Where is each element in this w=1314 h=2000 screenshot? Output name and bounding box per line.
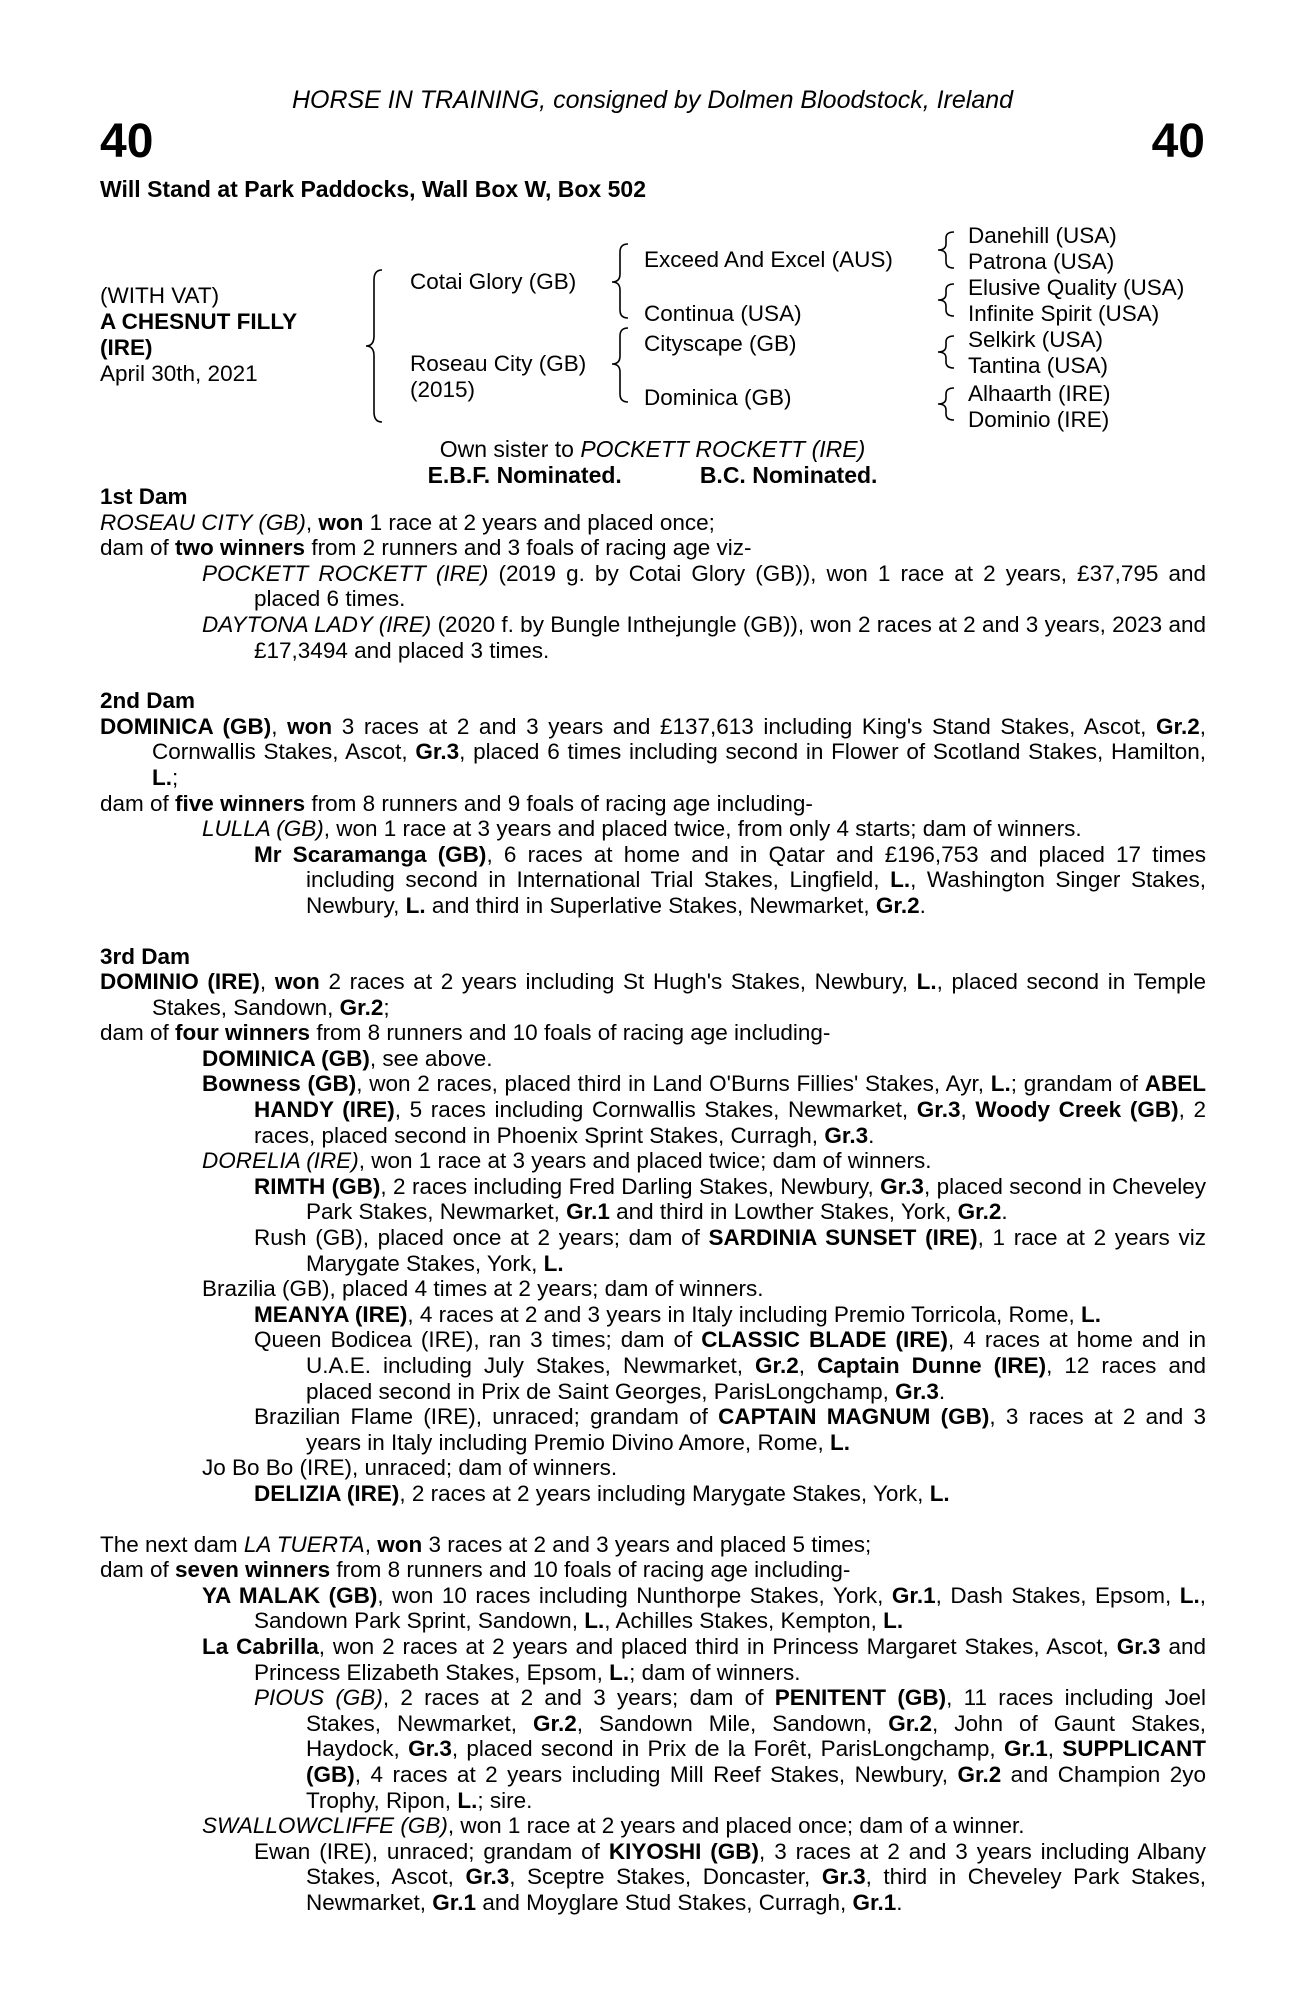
nextdam-record: The next dam LA TUERTA, won 3 races at 2 and 3 years and placed 5 times; xyxy=(100,1531,872,1557)
lot-number-left: 40 xyxy=(100,115,154,168)
nextdam-produce-3: SWALLOWCLIFFE (GB), won 1 race at 2 years and placed once; dam of a winner. xyxy=(202,1813,1025,1839)
sister-prefix: Own sister to xyxy=(439,436,581,462)
catalogue-text xyxy=(100,484,1206,1915)
nextdam-produce-summary: dam of seven winners from 8 runners and 10 foals of racing age including- xyxy=(100,1557,851,1583)
dam3-record: DOMINIO (IRE), won 2 races at 2 years including St Hugh's Stakes, Newbury, L., placed second in Temple Stakes, Sandown, Gr.2; xyxy=(100,969,1206,1020)
dam3-grandproduce-4: Queen Bodicea (IRE), ran 3 times; dam of CLASSIC BLADE (IRE), 4 races at home and in U.A.E. including July Stakes, Newmarket, Gr.2, Captain Dunne (IRE), 12 races and placed second in Prix de Saint Georges, ParisLongchamp, Gr.3. xyxy=(254,1327,1206,1404)
gen3-ddd: Dominio (IRE) xyxy=(968,407,1110,432)
dam2-produce-1: LULLA (GB), won 1 race at 3 years and placed twice, from only 4 starts; dam of winners. xyxy=(202,816,1082,842)
dam2-grandproduce-1: Mr Scaramanga (GB), 6 races at home and in Qatar and £196,753 and placed 17 times including second in International Trial Stakes, Lingfield, L., Washington Singer Stakes, Newbury, L. and third in Superlative Stakes, Newmarket, Gr.2. xyxy=(254,841,1207,918)
sire-sire: Exceed And Excel (AUS) xyxy=(644,247,893,272)
lot-number-right: 40 xyxy=(1151,115,1205,168)
gen3-ssd: Patrona (USA) xyxy=(968,249,1115,274)
dam3-grandproduce-6: DELIZIA (IRE), 2 races at 2 years including Marygate Stakes, York, L. xyxy=(254,1480,950,1506)
lot-notes xyxy=(100,436,1205,488)
dam1-produce-2: DAYTONA LADY (IRE) (2020 f. by Bungle Inthejungle (GB)), won 2 races at 2 and 3 years, 2023 and £17,3494 and placed 3 times. xyxy=(202,611,1206,663)
dam3-grandproduce-2: Rush (GB), placed once at 2 years; dam of SARDINIA SUNSET (IRE), 1 race at 2 years viz Marygate Stakes, York, L. xyxy=(254,1225,1206,1276)
dam2-record: DOMINICA (GB), won 3 races at 2 and 3 years and £137,613 including King's Stand Stakes, Ascot, Gr.2, Cornwallis Stakes, Ascot, Gr.3, placed 6 times including second in Flower of Scotland Stakes, Hamilton, L.; xyxy=(100,713,1206,790)
gen3-sss: Danehill (USA) xyxy=(968,223,1117,248)
nextdam-grandproduce-1: PIOUS (GB), 2 races at 2 and 3 years; dam of PENITENT (GB), 11 races including Joel Stakes, Newmarket, Gr.2, Sandown Mile, Sandown, Gr.2, John of Gaunt Stakes, Haydock, Gr.3, placed second in Prix de la Forêt, ParisLongchamp, Gr.1, SUPPLICANT (GB), 4 races at 2 years including Mill Reef Stakes, Newbury, Gr.2 and Champion 2yo Trophy, Ripon, L.; sire. xyxy=(254,1685,1206,1813)
dam1-heading: 1st Dam xyxy=(100,484,188,509)
gen3-dds: Alhaarth (IRE) xyxy=(968,381,1111,406)
sire: Cotai Glory (GB) xyxy=(410,269,577,294)
dam3-produce-3: DORELIA (IRE), won 1 race at 3 years and placed twice; dam of winners. xyxy=(202,1148,932,1174)
sister-note xyxy=(100,436,1205,462)
ebf-nominated: E.B.F. Nominated. xyxy=(427,462,622,488)
dam-dam: Dominica (GB) xyxy=(644,385,792,410)
dam2-produce-summary: dam of five winners from 8 runners and 9 foals of racing age including- xyxy=(100,790,813,816)
dam3-grandproduce-5: Brazilian Flame (IRE), unraced; grandam of CAPTAIN MAGNUM (GB), 3 races at 2 and 3 years in Italy including Premio Divino Amore, Rome, L. xyxy=(254,1404,1206,1455)
dam3-grandproduce-1: RIMTH (GB), 2 races including Fred Darling Stakes, Newbury, Gr.3, placed second in Cheveley Park Stakes, Newmarket, Gr.1 and third in Lowther Stakes, York, Gr.2. xyxy=(254,1173,1206,1225)
dam3-grandproduce-3: MEANYA (IRE), 4 races at 2 and 3 years in Italy including Premio Torricola, Rome, L. xyxy=(254,1301,1102,1327)
lot-name-line1: A CHESNUT FILLY xyxy=(100,309,298,334)
stand-location: Will Stand at Park Paddocks, Wall Box W, Box 502 xyxy=(100,176,646,202)
sire-dam: Continua (USA) xyxy=(644,301,802,326)
dam3-produce-5: Jo Bo Bo (IRE), unraced; dam of winners. xyxy=(202,1455,618,1481)
dam1-name: ROSEAU CITY (GB) xyxy=(100,509,306,535)
dam2-heading: 2nd Dam xyxy=(100,688,196,714)
gen3-dsd: Tantina (USA) xyxy=(968,353,1109,378)
dam-year: (2015) xyxy=(410,377,476,402)
dam-sire: Cityscape (GB) xyxy=(644,331,797,356)
dam: Roseau City (GB) xyxy=(410,351,587,376)
dam1-produce-1: POCKETT ROCKETT (IRE) (2019 g. by Cotai Glory (GB)), won 1 race at 2 years, £37,795 and placed 6 times. xyxy=(202,560,1206,612)
nextdam-produce-2: La Cabrilla, won 2 races at 2 years and placed third in Princess Margaret Stakes, Ascot, Gr.3 and Princess Elizabeth Stakes, Epsom, L.; dam of winners. xyxy=(202,1633,1206,1685)
won-label: won xyxy=(318,509,364,535)
gen3-sds: Elusive Quality (USA) xyxy=(968,275,1185,300)
consignor-line: HORSE IN TRAINING, consigned by Dolmen Bloodstock, Ireland xyxy=(291,86,1014,114)
lot-name-line2: (IRE) xyxy=(100,335,153,360)
vat-note: (WITH VAT) xyxy=(100,283,220,308)
dam3-produce-2: Bowness (GB), won 2 races, placed third in Land O'Burns Fillies' Stakes, Ayr, L.; grandam of ABEL HANDY (IRE), 5 races including Cornwallis Stakes, Newmarket, Gr.3, Woody Creek (GB), 2 races, placed second in Phoenix Sprint Stakes, Curragh, Gr.3. xyxy=(202,1071,1207,1148)
dam1-produce-summary: dam of two winners from 2 runners and 3 foals of racing age viz- xyxy=(100,535,752,561)
dam3-produce-summary: dam of four winners from 8 runners and 10 foals of racing age including- xyxy=(100,1020,831,1046)
gen3-dss: Selkirk (USA) xyxy=(968,327,1104,352)
sister-name: POCKETT ROCKETT (IRE) xyxy=(580,436,866,462)
gen3-sdd: Infinite Spirit (USA) xyxy=(968,301,1160,326)
dam3-produce-1: DOMINICA (GB), see above. xyxy=(202,1045,493,1071)
dam1-record: ROSEAU CITY (GB), won 1 race at 2 years and placed once; xyxy=(100,509,715,535)
date-of-birth: April 30th, 2021 xyxy=(100,361,258,386)
dam3-heading: 3rd Dam xyxy=(100,943,191,969)
nextdam-grandproduce-2: Ewan (IRE), unraced; grandam of KIYOSHI (GB), 3 races at 2 and 3 years including Albany Stakes, Ascot, Gr.3, Sceptre Stakes, Doncaster, Gr.3, third in Cheveley Park Stakes, Newmarket, Gr.1 and Moyglare Stud Stakes, Curragh, Gr.1. xyxy=(254,1838,1207,1915)
nextdam-produce-1: YA MALAK (GB), won 10 races including Nunthorpe Stakes, York, Gr.1, Dash Stakes, Epsom, L., Sandown Park Sprint, Sandown, L., Achilles Stakes, Kempton, L. xyxy=(202,1582,1206,1634)
bc-nominated: B.C. Nominated. xyxy=(699,462,878,488)
dam3-produce-4: Brazilia (GB), placed 4 times at 2 years; dam of winners. xyxy=(202,1276,764,1302)
